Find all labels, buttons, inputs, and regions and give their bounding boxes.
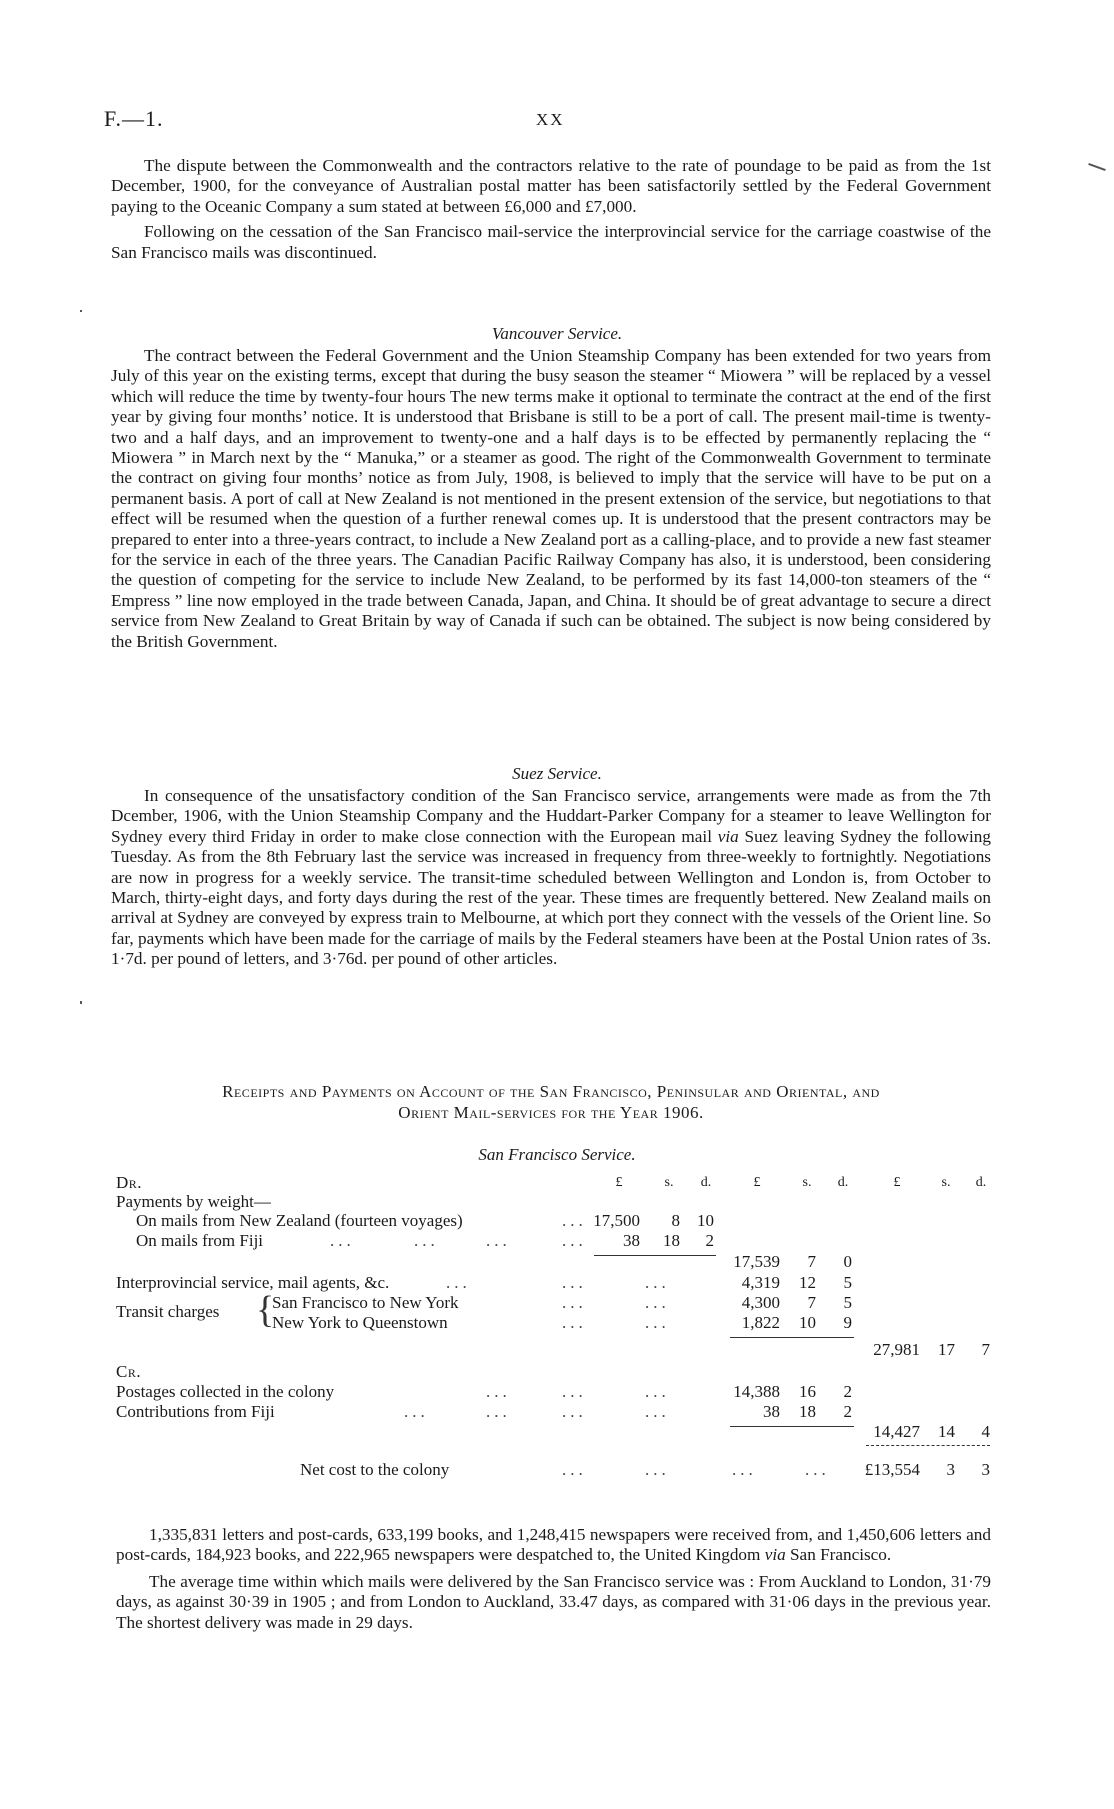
suez-paragraph (111, 786, 991, 970)
col-header-pounds-2: £ (753, 1175, 761, 1190)
value-shillings: 3 (946, 1460, 955, 1479)
value-pence: 2 (705, 1231, 714, 1250)
value-pounds: 14,427 (873, 1422, 920, 1441)
value-pounds: 1,822 (741, 1313, 780, 1332)
col-header-pence-2: d. (837, 1175, 849, 1190)
value-shillings: 18 (799, 1402, 816, 1421)
row-label-transit-sf: San Francisco to New York (272, 1293, 459, 1312)
suez-section (111, 786, 991, 970)
row-label-transit-charges: Transit charges (116, 1302, 220, 1321)
value-pounds: 38 (763, 1402, 780, 1421)
leader-dots: ... (645, 1460, 670, 1479)
leader-dots: ... (486, 1402, 511, 1421)
value-pounds: 4,319 (741, 1273, 780, 1292)
value-pence: 2 (843, 1402, 852, 1421)
leader-dots: ... (562, 1382, 587, 1401)
intro-paragraphs (111, 156, 991, 263)
value-shillings: 7 (807, 1293, 816, 1312)
leader-dots: ... (486, 1231, 511, 1250)
cr-label: Cr. (116, 1362, 142, 1381)
subtotal-rule (594, 1255, 716, 1256)
value-shillings: 18 (663, 1231, 680, 1250)
col-header-pence-3: d. (975, 1175, 987, 1190)
row-label-transit-ny: New York to Queenstown (272, 1313, 448, 1332)
payments-by-weight-label: Payments by weight— (116, 1192, 271, 1211)
dr-label: Dr. (116, 1173, 143, 1192)
value-pence: 10 (697, 1211, 714, 1230)
value-pounds: 17,539 (733, 1252, 780, 1271)
col-header-pounds-1: £ (615, 1175, 623, 1190)
value-pounds: 14,388 (733, 1382, 780, 1401)
leader-dots: ... (562, 1313, 587, 1332)
leader-dots: ... (645, 1382, 670, 1401)
leader-dots: ... (645, 1402, 670, 1421)
vancouver-heading: Vancouver Service. (491, 324, 623, 343)
row-label-mails-fiji: On mails from Fiji (136, 1231, 264, 1250)
value-pence: 7 (981, 1340, 990, 1359)
col-header-shillings-3: s. (941, 1175, 951, 1190)
value-shillings: 17 (938, 1340, 955, 1359)
leader-dots: ... (562, 1402, 587, 1421)
row-label-mails-nz: On mails from New Zealand (fourteen voyages) (136, 1211, 463, 1230)
letters-text: 1,335,831 letters and post-cards, 633,199 books, and 1,248,415 newspapers were received from, and 1,450,606 letters and post-cards, 184,923 books, and 222,965 newspapers were despatched to, the United Kingdom (116, 1525, 991, 1565)
value-shillings: 7 (807, 1252, 816, 1271)
vancouver-section (111, 346, 991, 652)
row-label-interprovincial: Interprovincial service, mail agents, &c. (116, 1273, 390, 1292)
value-shillings: 14 (938, 1422, 955, 1441)
leader-dots: ... (645, 1273, 670, 1292)
col-header-pounds-3: £ (893, 1175, 901, 1190)
leader-dots: ... (330, 1231, 355, 1250)
scan-mark (1088, 163, 1106, 171)
subtotal-rule (730, 1337, 854, 1338)
value-pence: 0 (843, 1252, 852, 1271)
letters-end: San Francisco. (785, 1545, 892, 1565)
subtotal-rule (730, 1426, 854, 1427)
paragraph-cessation: Following on the cessation of the San Francisco mail-service the interprovincial service for the carriage coastwise of the San Francisco mails was discontinued. (111, 222, 991, 262)
brace: { (256, 1289, 275, 1331)
value-shillings: 16 (799, 1382, 816, 1401)
suez-via: via (717, 826, 739, 846)
value-pounds: 38 (623, 1231, 640, 1250)
suez-heading: Suez Service. (512, 764, 602, 783)
suez-text-b: Suez leaving Sydney the following Tuesday. As from the 8th February last the service was increased in frequency from three-weekly to fortnightly. Negotiations are now in progress for a weekly service. The transit-time scheduled between Wellington and London is, from October to March, thirty-eight days, and forty days during the rest of the year. These times are frequently bettered. New Zealand mails on arrival at Sydney are conveyed by express train to Melbourne, at which port they connect with the vessels of the Orient line. So far, payments which have been made for the carriage of mails by the Federal steamers have been at the Postal Union rates of 3s. 1·7d. per pound of letters, and 3·76d. per pound of other articles. (111, 826, 991, 969)
value-pence: 4 (981, 1422, 990, 1441)
value-pence: 5 (843, 1293, 852, 1312)
value-shillings: 10 (799, 1313, 816, 1332)
leader-dots: ... (414, 1231, 439, 1250)
leader-dots: ... (446, 1273, 471, 1292)
table-title-line2: Orient Mail-services for the Year 1906. (398, 1103, 704, 1122)
value-pence: 9 (843, 1313, 852, 1332)
document-reference: F.—1. (104, 106, 164, 131)
value-pence: 3 (981, 1460, 990, 1479)
vancouver-paragraph: The contract between the Federal Government and the Union Steamship Company has been extended for two years from July of this year on the existing terms, except that during the busy season the steamer “ Miowera ” will be replaced by a vessel which will reduce the time by twenty-four hours The new terms make it optional to terminate the contract at the end of the first year by giving four months’ notice. It is understood that Brisbane is still to be a port of call. The present mail-time is twenty-two and a half days, and an improvement to twenty-one and a half days is to be effected by permanently replacing the “ Miowera ” in March next by the “ Manuka,” or a steamer as good. The right of the Commonwealth Government to terminate the contract on giving four months’ notice as from July, 1908, is believed to imply that the service will have to be put on a permanent basis. A port of call at New Zealand is not mentioned in the present extension of the service, but negotiations to that effect will be resumed when the question of a further renewal comes up. It is understood that the present contractors may be prepared to enter into a three-years contract, to include a New Zealand port as a calling-place, and to provide a new fast steamer for the service in each of the three years. The Canadian Pacific Railway Company has also, it is understood, been considering the question of competing for the service to include New Zealand, to be performed by its fast 14,000-ton steamers of the “ Empress ” line now employed in the trade between Canada, Japan, and China. It should be of great advantage to secure a direct service from New Zealand to Great Britain by way of Canada if such can be obtained. The subject is now being considered by the British Government. (111, 346, 991, 651)
value-pounds: £13,554 (864, 1460, 920, 1479)
col-header-shillings-1: s. (664, 1175, 674, 1190)
value-pounds: 4,300 (741, 1293, 780, 1312)
row-label-postages: Postages collected in the colony (116, 1382, 335, 1401)
leader-dots: ... (805, 1460, 830, 1479)
table-subheading: San Francisco Service. (478, 1145, 636, 1164)
scan-dot (80, 310, 82, 312)
value-shillings: 12 (799, 1273, 816, 1292)
letters-via: via (764, 1545, 786, 1565)
leader-dots: ... (486, 1382, 511, 1401)
value-pounds: 17,500 (593, 1211, 640, 1230)
scan-dot (80, 1001, 82, 1004)
leader-dots: ... (562, 1273, 587, 1292)
leader-dots: ... (562, 1460, 587, 1479)
leader-dots: ... (645, 1313, 670, 1332)
value-pence: 5 (843, 1273, 852, 1292)
suez-text-a: In consequence of the unsatisfactory condition of the San Francisco service, arrangements were made as from the 7th Dcember, 1906, with the Union Steamship Company and the Huddart-Parker Company for a steamer to leave Wellington for Sydney every third Friday in order to make close connection with the European mail (111, 786, 991, 846)
leader-dots: ... (732, 1460, 757, 1479)
leader-dots: ... (645, 1293, 670, 1312)
value-pence: 2 (843, 1382, 852, 1401)
row-label-net-cost: Net cost to the colony (300, 1460, 450, 1479)
paragraph-average-time: The average time within which mails were delivered by the San Francisco service was : From Auckland to London, 31·79 days, as against 30·39 in 1905 ; and from London to Auckland, 33.47 days, as compared with 31·06 days in the previous year. The shortest delivery was made in 29 days. (116, 1571, 991, 1632)
value-pounds: 27,981 (873, 1340, 920, 1359)
paragraph-dispute: The dispute between the Commonwealth and the contractors relative to the rate of poundage to be paid as from the 1st December, 1900, for the conveyance of Australian postal matter has been satisfactorily settled by the Federal Government paying to the Oceanic Company a sum stated at between £6,000 and £7,000. (111, 156, 991, 216)
row-label-contributions-fiji: Contributions from Fiji (116, 1402, 275, 1421)
closing-paragraphs (116, 1525, 991, 1633)
leader-dots: ... (562, 1293, 587, 1312)
paragraph-letters (116, 1525, 991, 1566)
leader-dots: ... (404, 1402, 429, 1421)
col-header-pence-1: d. (700, 1175, 712, 1190)
leader-dots: ... (562, 1211, 587, 1230)
table-title-line1: Receipts and Payments on Account of the San Francisco, Peninsular and Oriental, and (222, 1082, 880, 1101)
total-rule (866, 1445, 990, 1446)
col-header-shillings-2: s. (802, 1175, 812, 1190)
value-shillings: 8 (671, 1211, 680, 1230)
page-number: XX (536, 110, 565, 129)
leader-dots: ... (562, 1231, 587, 1250)
